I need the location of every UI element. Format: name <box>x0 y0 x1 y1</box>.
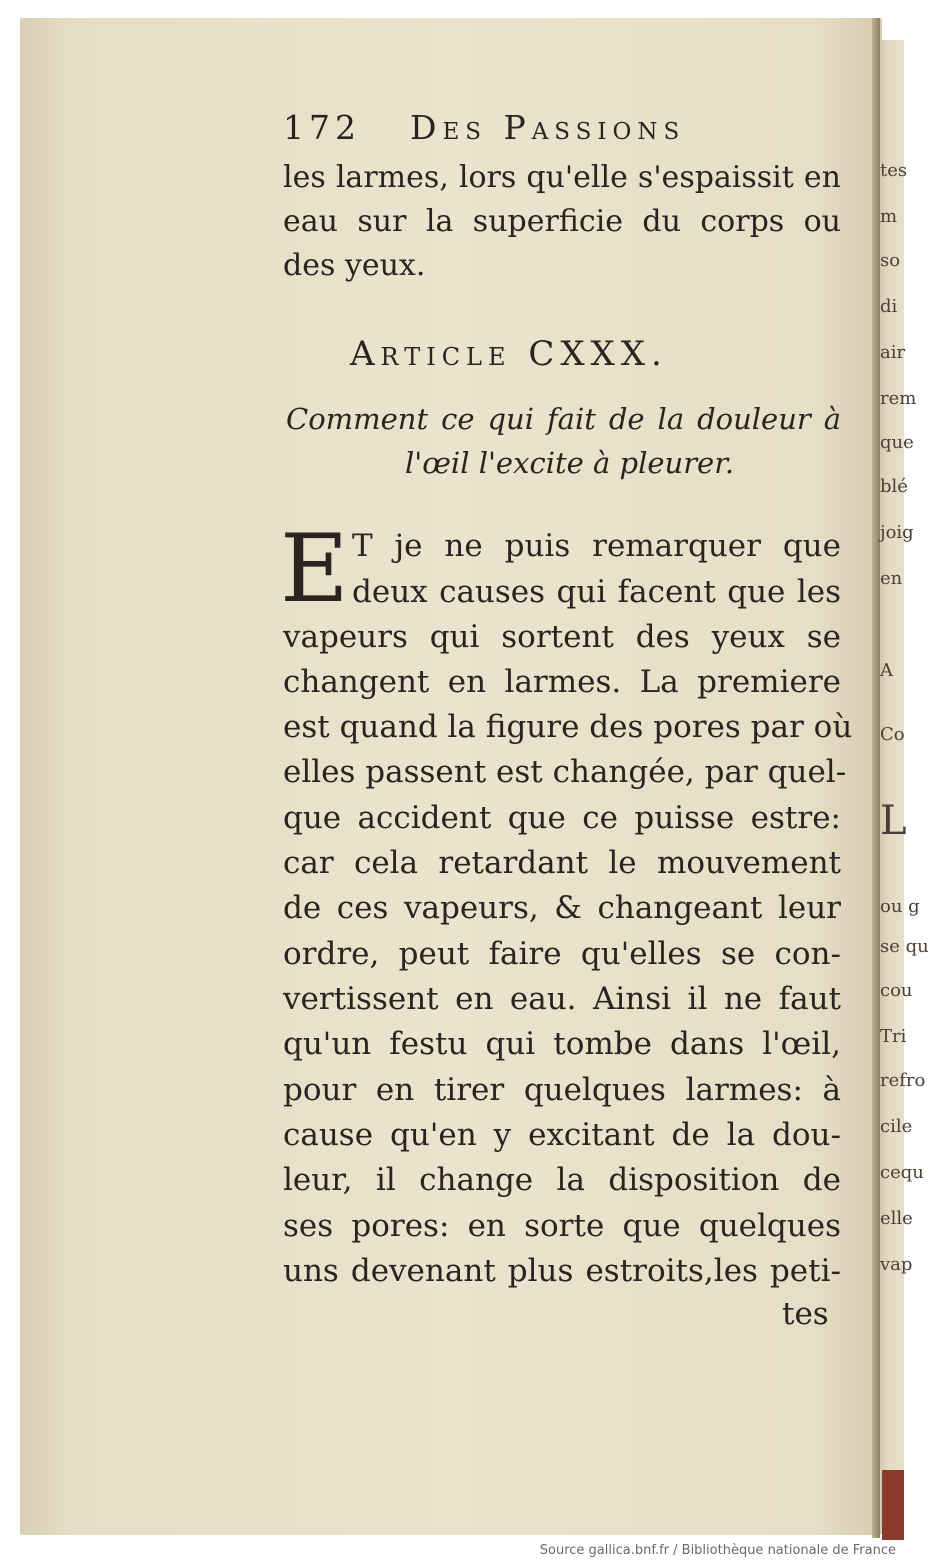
article-subtitle-line-1: Comment ce qui fait de la douleur à <box>286 402 841 436</box>
article-heading: Article CXXX. <box>350 334 668 374</box>
next-page-fragment: L <box>880 798 907 844</box>
next-page-fragment: Tri <box>880 1026 907 1047</box>
next-page-fragment: A <box>880 660 893 681</box>
next-page-fragment: vap <box>880 1254 913 1275</box>
next-page-fragment: air <box>880 342 906 363</box>
next-page-fragment: Co <box>880 724 905 745</box>
body-line: de ces vapeurs, & changeant leur <box>283 890 841 926</box>
next-page-fragment: que <box>880 432 914 453</box>
body-line: pour en tirer quelques larmes: à <box>283 1072 841 1108</box>
body-line: ses pores: en sorte que quelques <box>283 1208 841 1244</box>
source-credit: Source gallica.bnf.fr / Bibliothèque nationale de France <box>539 1543 896 1558</box>
page-number: 172 <box>283 108 361 147</box>
body-line: car cela retardant le mouvement <box>283 845 841 881</box>
running-title: Des Passions <box>410 108 686 147</box>
body-line: ordre, peut faire qu'elles se con- <box>283 936 841 972</box>
continuation-line-3: des yeux. <box>283 248 426 283</box>
next-page-fragment: tes <box>880 160 908 181</box>
body-line: elles passent est changée, par quel- <box>283 754 847 790</box>
body-line: que accident que ce puisse estre: <box>283 800 841 836</box>
body-line: est quand la figure des pores par où <box>283 709 853 745</box>
next-page-fragment: cile <box>880 1116 913 1137</box>
binding-edge <box>882 1470 904 1540</box>
body-line: vapeurs qui sortent des yeux se <box>283 619 841 655</box>
body-line: changent en larmes. La premiere <box>283 664 841 700</box>
next-page-fragment: so <box>880 250 901 271</box>
running-header <box>283 108 685 147</box>
page-edge-shadow <box>872 18 880 1538</box>
next-page-fragment: cou <box>880 980 913 1001</box>
next-page-fragment: refro <box>880 1070 926 1091</box>
next-page-fragment: blé <box>880 476 908 497</box>
next-page-fragment: elle <box>880 1208 913 1229</box>
next-page-fragment: en <box>880 568 903 589</box>
next-page-fragment: ou g <box>880 896 920 917</box>
next-page-fragment: cequ <box>880 1162 924 1183</box>
body-line: leur, il change la disposition de <box>283 1162 841 1198</box>
article-subtitle-line-2: l'œil l'excite à pleurer. <box>405 446 735 480</box>
next-page-fragment: se qu <box>880 936 929 957</box>
drop-capital: E <box>280 515 349 624</box>
continuation-line-1: les larmes, lors qu'elle s'espaissit en <box>283 160 841 195</box>
next-page-fragment: di <box>880 296 898 317</box>
body-line: deux causes qui facent que les <box>352 574 841 610</box>
body-line: vertissent en eau. Ainsi il ne faut <box>283 981 841 1017</box>
next-page-fragment: m <box>880 206 898 227</box>
catchword: tes <box>782 1296 829 1332</box>
body-line: T je ne puis remarquer que <box>352 528 841 564</box>
body-line: qu'un festu qui tombe dans l'œil, <box>283 1026 841 1062</box>
next-page-fragment: joig <box>880 522 914 543</box>
continuation-line-2: eau sur la superficie du corps ou <box>283 204 841 239</box>
next-page-fragment: rem <box>880 388 917 409</box>
body-line: cause qu'en y excitant de la dou- <box>283 1117 841 1153</box>
body-line: uns devenant plus estroits,les peti- <box>283 1253 841 1289</box>
